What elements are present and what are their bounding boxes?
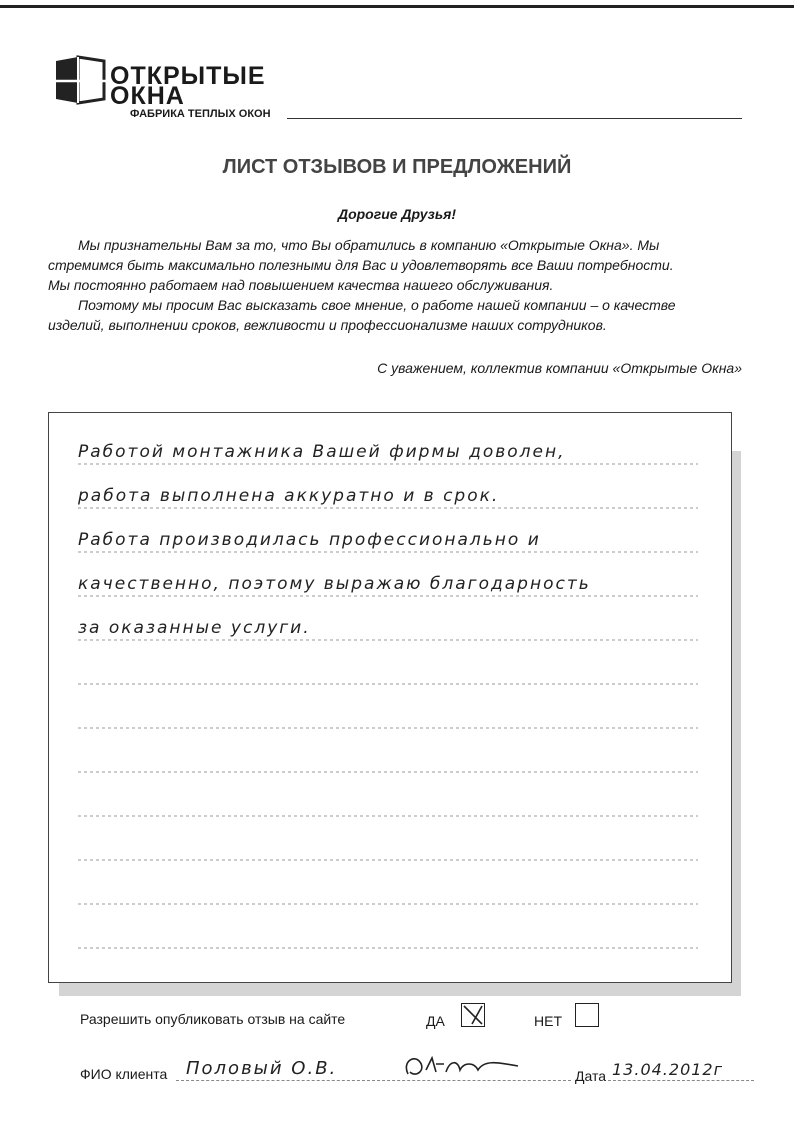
feedback-text-line: работа выполнена аккуратно и в срок.: [78, 486, 500, 506]
client-name-underline: [176, 1080, 571, 1081]
feedback-text-line: за оказанные услуги.: [78, 618, 311, 638]
greeting: Дорогие Друзья!: [337, 206, 457, 222]
intro-line: Мы постоянно работаем над повышением качества нашего обслуживания.: [48, 277, 554, 293]
handwritten-signature-icon: [400, 1052, 525, 1080]
yes-checkbox[interactable]: [461, 1003, 485, 1027]
no-checkbox[interactable]: [575, 1003, 599, 1027]
publish-permission-label: Разрешить опубликовать отзыв на сайте: [80, 1011, 346, 1027]
page-title: ЛИСТ ОТЗЫВОВ И ПРЕДЛОЖЕНИЙ: [222, 156, 572, 178]
date-underline: [608, 1080, 754, 1081]
client-name-value: Половый О.В.: [186, 1058, 338, 1079]
feedback-text-line: Работой монтажника Вашей фирмы доволен,: [78, 442, 566, 462]
brand-name-line2: ОКНА: [110, 82, 185, 110]
check-mark-icon: [462, 1004, 484, 1026]
client-name-label: ФИО клиента: [80, 1066, 168, 1082]
feedback-text-line: Работа производилась профессионально и: [78, 530, 541, 550]
intro-line: стремимся быть максимально полезными для Вас и удовлетворять все Ваши потребности.: [48, 257, 674, 273]
intro-paragraph-1: [48, 235, 742, 295]
date-value: 13.04.2012г: [612, 1060, 724, 1079]
intro-paragraph-2: [48, 295, 742, 335]
intro-line: изделий, выполнении сроков, вежливости и профессионализме наших сотрудников.: [48, 317, 607, 333]
intro-line: Мы признательны Вам за то, что Вы обратились в компанию «Открытые Окна». Мы: [78, 237, 660, 253]
brand-name-line1: ОТКРЫТЫЕ: [110, 62, 266, 90]
yes-label: ДА: [426, 1013, 445, 1029]
feedback-text-line: качественно, поэтому выражаю благодарность: [78, 574, 591, 594]
date-label: Дата: [575, 1068, 607, 1084]
header-divider: [287, 118, 742, 119]
window-logo-icon: [48, 55, 108, 107]
intro-line: Поэтому мы просим Вас высказать свое мнение, о работе нашей компании – о качестве: [78, 297, 676, 313]
signature-line: С уважением, коллектив компании «Открытые Окна»: [377, 360, 742, 376]
top-border: [0, 5, 794, 8]
no-label: НЕТ: [534, 1013, 562, 1029]
brand-tagline: ФАБРИКА ТЕПЛЫХ ОКОН: [130, 108, 271, 120]
